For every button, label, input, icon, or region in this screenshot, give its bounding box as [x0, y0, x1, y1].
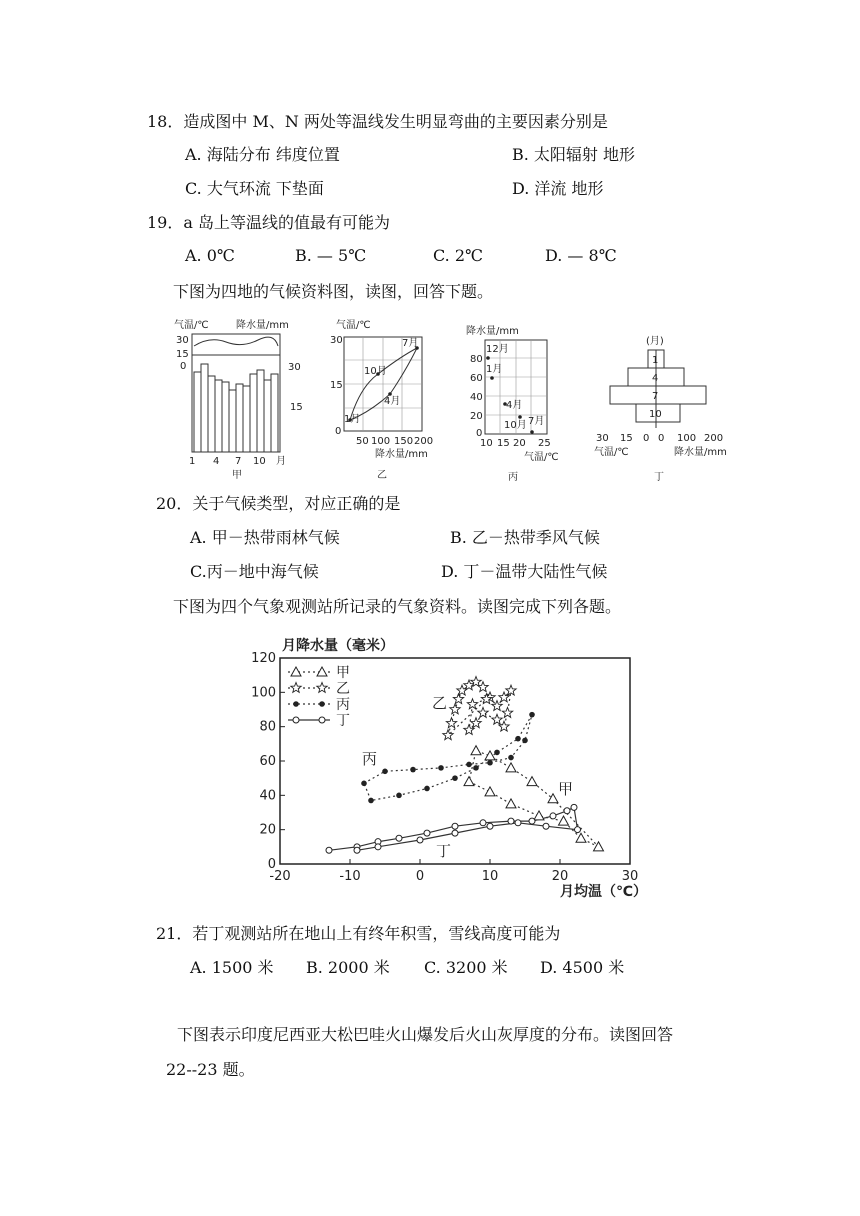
legend-marker [293, 701, 299, 707]
bing-y-label: 降水量/mm [466, 326, 519, 337]
jia-y-label: 气温/℃ [174, 320, 209, 331]
data-point-series-1 [467, 699, 477, 709]
ding-month: 4 [652, 373, 659, 384]
data-point-series-2 [487, 760, 493, 766]
q21-stem: 21．若丁观测站所在地山上有终年积雪，雪线高度可能为 [156, 924, 561, 943]
jia-tick: 1 [189, 456, 196, 467]
data-point-series-2 [396, 793, 402, 799]
bing-x-label: 气温/℃ [524, 452, 559, 463]
bing-tick: 60 [470, 373, 483, 384]
data-point-series-1 [502, 707, 512, 717]
data-point-series-3 [515, 820, 521, 826]
q18-option-d: D. 洋流 地形 [512, 179, 604, 198]
jia-tick: 0 [180, 361, 187, 372]
yi-caption: 乙 [377, 470, 387, 481]
bing-tick: 20 [513, 438, 526, 449]
q21-option-c: C. 3200 米 [424, 958, 508, 977]
yi-tick: 50 [356, 436, 369, 447]
chart-ding [594, 335, 727, 483]
bing-tick: 20 [470, 411, 483, 422]
yi-month-label: 10月 [364, 366, 387, 377]
yi-y-label: 气温/℃ [336, 320, 371, 331]
annotation-ding: 丁 [436, 842, 452, 860]
ding-tick: 100 [677, 433, 697, 444]
q21-option-d: D. 4500 米 [540, 958, 625, 977]
ding-top-label: (月) [646, 336, 664, 347]
data-point-series-1 [446, 718, 456, 728]
q20-option-b: B. 乙－热带季风气候 [450, 528, 600, 547]
yi-tick: 0 [335, 426, 342, 437]
data-point-series-3 [354, 847, 360, 853]
chart-bing [466, 324, 559, 483]
q21-option-b: B. 2000 米 [306, 958, 390, 977]
data-point-series-1 [492, 714, 502, 724]
bing-tick: 15 [497, 438, 510, 449]
jia-tick: 15 [290, 402, 303, 413]
legend-marker [317, 683, 327, 693]
data-point-series-3 [326, 847, 332, 853]
x-tick-label: 20 [551, 869, 569, 884]
x-tick-label: -10 [339, 869, 361, 884]
jia-tick: 月 [276, 456, 286, 467]
yi-month-label: 7月 [402, 338, 419, 349]
legend-label: 丁 [336, 713, 350, 729]
q19-option-c: C. 2℃ [433, 246, 483, 265]
data-point-series-2 [508, 755, 514, 761]
chart-yi [330, 319, 433, 481]
data-point-series-3 [452, 830, 458, 836]
annotation-yi: 乙 [432, 694, 448, 712]
data-point-series-2 [522, 738, 528, 744]
y-axis-label: 月降水量（毫米） [282, 638, 394, 654]
yi-tick: 200 [414, 436, 434, 447]
jia-tick: 7 [235, 456, 242, 467]
ding-tick: 30 [596, 433, 609, 444]
legend-label: 乙 [336, 681, 350, 697]
station-scatter-chart [230, 630, 670, 910]
x-axis-label: 月均温（℃） [560, 884, 647, 900]
jia-tick: 15 [176, 349, 189, 360]
jia-y-right-label: 降水量/mm [236, 320, 289, 331]
data-point-series-0 [471, 746, 481, 755]
bing-caption: 丙 [508, 472, 518, 483]
yi-tick: 150 [394, 436, 414, 447]
q20-option-d: D. 丁－温带大陆性气候 [441, 562, 608, 581]
intro-volcano-line2: 22--23 题。 [166, 1060, 255, 1079]
ding-right-label: 降水量/mm [674, 447, 727, 458]
chart-jia [174, 318, 303, 481]
legend-marker [319, 701, 325, 707]
intro-station-chart: 下图为四个气象观测站所记录的气象资料。读图完成下列各题。 [173, 597, 622, 616]
q20-option-c: C.丙－地中海气候 [190, 562, 319, 581]
legend-marker [293, 717, 299, 723]
legend-label: 丙 [336, 697, 350, 713]
intro-climate-figures: 下图为四地的气候资料图，读图，回答下题。 [173, 282, 494, 301]
data-point-series-1 [450, 704, 460, 714]
q18-option-b: B. 太阳辐射 地形 [512, 145, 636, 164]
legend-marker [319, 717, 325, 723]
ding-month: 10 [649, 409, 662, 420]
q20-stem: 20．关于气候类型，对应正确的是 [156, 494, 401, 513]
ding-month: 7 [652, 391, 659, 402]
data-point-series-3 [508, 818, 514, 824]
q19-option-d: D. — 8℃ [545, 246, 617, 265]
x-tick-label: -20 [269, 869, 291, 884]
data-point-series-1 [499, 692, 509, 702]
data-point-series-3 [571, 804, 577, 810]
q18-stem: 18．造成图中 M、N 两处等温线发生明显弯曲的主要因素分别是 [147, 112, 608, 131]
ding-month: 1 [652, 355, 659, 366]
y-tick-label: 0 [267, 857, 276, 872]
data-point-series-2 [529, 712, 535, 718]
yi-tick: 30 [330, 335, 343, 346]
data-point-series-2 [494, 750, 500, 756]
bing-tick: 80 [470, 354, 483, 365]
bing-month-label: 12月 [486, 344, 509, 355]
q20-option-a: A. 甲－热带雨林气候 [190, 528, 340, 547]
data-point-series-2 [382, 769, 388, 775]
yi-month-label: 4月 [384, 396, 401, 407]
data-point-series-0 [485, 751, 495, 760]
data-point-series-2 [515, 736, 521, 742]
data-point-series-3 [417, 837, 423, 843]
yi-month-label: 1月 [344, 414, 361, 425]
data-point-series-0 [506, 763, 516, 772]
data-point-series-3 [543, 823, 549, 829]
data-point-series-0 [534, 811, 544, 820]
data-point-series-3 [550, 813, 556, 819]
data-point-series-3 [375, 844, 381, 850]
bing-tick: 10 [480, 438, 493, 449]
data-point-series-3 [564, 808, 570, 814]
climate-figures [0, 312, 860, 490]
q21-option-a: A. 1500 米 [190, 958, 274, 977]
data-point-series-2 [466, 762, 472, 768]
y-tick-label: 60 [259, 754, 276, 769]
y-tick-label: 40 [259, 788, 276, 804]
ding-caption: 丁 [654, 472, 664, 483]
data-point-series-0 [559, 816, 569, 825]
data-point-series-2 [368, 798, 374, 804]
data-point-series-0 [506, 799, 516, 808]
jia-tick: 30 [288, 362, 301, 373]
data-point-series-1 [443, 730, 453, 740]
bing-month-label: 1月 [486, 364, 503, 375]
data-point-series-0 [485, 787, 495, 796]
bing-month-label: 10月 [504, 420, 527, 431]
ding-tick: 0 [658, 433, 665, 444]
data-point-series-0 [527, 777, 537, 786]
x-tick-label: 30 [621, 869, 639, 884]
data-point-series-2 [424, 786, 430, 792]
bing-tick: 40 [470, 392, 483, 403]
ding-tick: 200 [704, 433, 724, 444]
data-point-series-2 [452, 775, 458, 781]
ding-tick: 15 [620, 433, 633, 444]
data-point-series-1 [499, 721, 509, 731]
data-point-series-3 [529, 818, 535, 824]
annotation-bing: 丙 [362, 750, 378, 768]
data-point-series-2 [438, 765, 444, 771]
bing-month-label: 7月 [528, 416, 545, 427]
bing-month-label: 4月 [506, 400, 523, 411]
chart-legend [288, 665, 350, 729]
yi-tick: 100 [371, 436, 391, 447]
q19-option-a: A. 0℃ [185, 246, 235, 265]
x-tick-label: 0 [415, 869, 425, 884]
legend-marker [291, 683, 301, 693]
data-point-series-2 [473, 765, 479, 771]
yi-tick: 15 [330, 380, 343, 391]
data-point-series-0 [464, 777, 474, 786]
data-point-series-0 [576, 833, 586, 842]
y-tick-label: 120 [251, 651, 276, 666]
q19-stem: 19．a 岛上等温线的值最有可能为 [147, 213, 390, 232]
x-tick-label: 10 [481, 869, 499, 884]
data-point-series-3 [575, 827, 581, 833]
bing-tick: 25 [538, 438, 551, 449]
yi-x-label: 降水量/mm [375, 449, 428, 460]
jia-tick: 10 [253, 456, 266, 467]
data-point-series-3 [396, 835, 402, 841]
ding-left-label: 气温/℃ [594, 447, 629, 458]
y-tick-label: 80 [259, 719, 276, 735]
data-point-series-2 [410, 767, 416, 773]
data-point-series-3 [480, 820, 486, 826]
legend-label: 甲 [336, 665, 350, 681]
intro-volcano-line1: 下图表示印度尼西亚大松巴哇火山爆发后火山灰厚度的分布。读图回答 [177, 1025, 674, 1044]
q18-option-a: A. 海陆分布 纬度位置 [185, 145, 340, 164]
q19-option-b: B. — 5℃ [295, 246, 367, 265]
data-point-series-0 [548, 794, 558, 803]
jia-tick: 4 [213, 456, 220, 467]
q18-option-c: C. 大气环流 下垫面 [185, 179, 324, 198]
ding-tick: 0 [643, 433, 650, 444]
y-tick-label: 100 [251, 685, 276, 701]
data-point-series-3 [487, 823, 493, 829]
annotation-jia: 甲 [558, 780, 574, 798]
data-point-series-2 [361, 781, 367, 787]
data-point-series-1 [478, 682, 488, 692]
data-point-series-3 [452, 823, 458, 829]
data-point-series-3 [424, 830, 430, 836]
jia-caption: 甲 [232, 470, 242, 481]
jia-tick: 30 [176, 335, 189, 346]
y-tick-label: 20 [259, 822, 276, 838]
data-point-series-1 [478, 707, 488, 717]
bing-tick: 0 [476, 428, 483, 439]
